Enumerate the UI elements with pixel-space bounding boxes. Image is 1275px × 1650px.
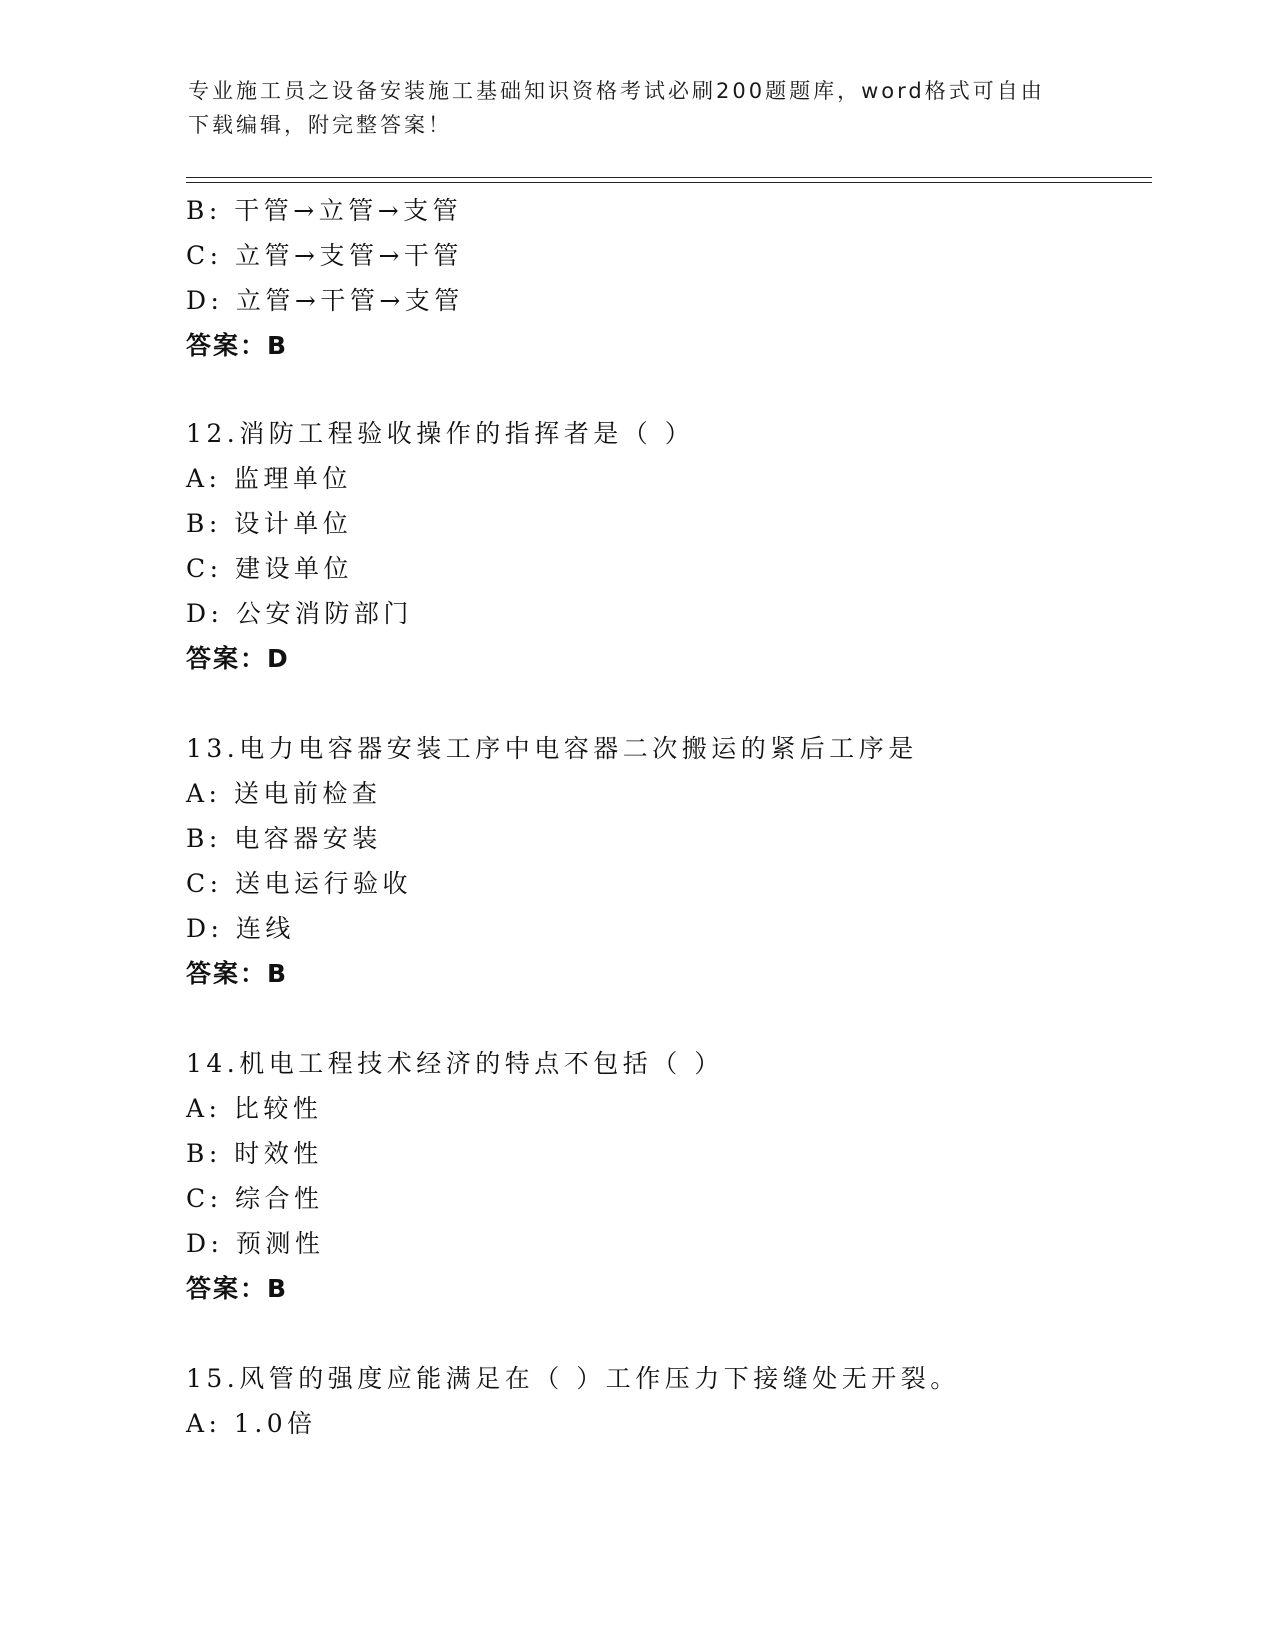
q11-option-c: C: 立管→支管→干管 xyxy=(186,241,463,270)
q14-option-d: D: 预测性 xyxy=(186,1229,325,1258)
header-line-1: 专业施工员之设备安装施工基础知识资格考试必刷200题题库，word格式可自由 xyxy=(188,79,1045,103)
q14-question: 14.机电工程技术经济的特点不包括（ ） xyxy=(186,1049,724,1078)
q13-option-d: D: 连线 xyxy=(186,914,295,943)
q15-option-a: A: 1.0倍 xyxy=(186,1409,317,1438)
header-divider-bottom xyxy=(186,182,1152,183)
q13-option-a: A: 送电前检查 xyxy=(186,779,382,808)
q13-answer: 答案：B xyxy=(186,959,289,988)
q14-answer: 答案：B xyxy=(186,1274,289,1303)
q14-option-b: B: 时效性 xyxy=(186,1139,323,1168)
q14-option-a: A: 比较性 xyxy=(186,1094,323,1123)
q11-option-b: B: 干管→立管→支管 xyxy=(186,196,463,225)
q12-option-c: C: 建设单位 xyxy=(186,554,353,583)
q12-answer: 答案：D xyxy=(186,644,290,673)
q12-option-b: B: 设计单位 xyxy=(186,509,353,538)
q12-option-a: A: 监理单位 xyxy=(186,464,352,493)
header-line-2: 下载编辑，附完整答案！ xyxy=(188,113,452,137)
q12-option-d: D: 公安消防部门 xyxy=(186,599,413,628)
header-divider-top xyxy=(186,177,1152,178)
q14-option-c: C: 综合性 xyxy=(186,1184,324,1213)
q13-option-b: B: 电容器安装 xyxy=(186,824,382,853)
document-header xyxy=(188,74,1088,142)
q11-option-d: D: 立管→干管→支管 xyxy=(186,286,464,315)
q13-question: 13.电力电容器安装工序中电容器二次搬运的紧后工序是 xyxy=(186,734,918,763)
q15-question: 15.风管的强度应能满足在（ ）工作压力下接缝处无开裂。 xyxy=(186,1364,960,1393)
q12-question: 12.消防工程验收操作的指挥者是（ ） xyxy=(186,419,695,448)
q13-option-c: C: 送电运行验收 xyxy=(186,869,412,898)
q11-answer: 答案：B xyxy=(186,331,289,360)
